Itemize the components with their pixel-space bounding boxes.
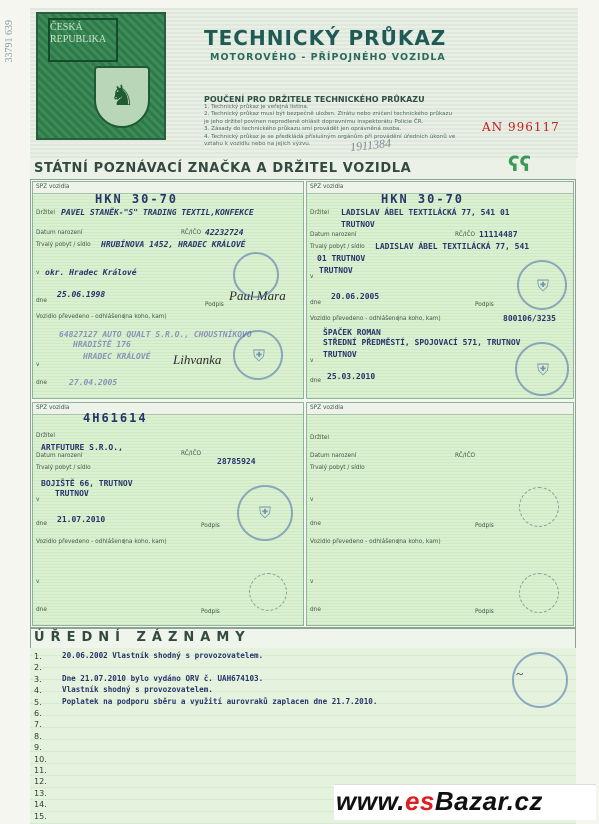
- location-value: TRUTNOV: [55, 489, 89, 498]
- record-number: 14.: [34, 800, 47, 810]
- date-value: 20.06.2005: [331, 292, 380, 301]
- spz-value: HKN 30-70: [381, 192, 465, 206]
- signature-2: Lihvanka: [173, 352, 222, 367]
- spz-value: 4H61614: [83, 411, 148, 425]
- stamp-shield-icon: ⛨: [252, 346, 265, 365]
- ico-value: 11114487: [479, 230, 518, 239]
- handwritten-number: 1911384: [349, 135, 392, 155]
- transfer-date: 27.04.2005: [69, 378, 118, 387]
- holder-cell-1: SPZ vozidla HKN 30-70 Držitel PAVEL STANĚK-"S" TRADING TEXTIL,KONFEKCE Datum narození RČ/IČO 42232724 Trvalý pobyt / sídlo HRUBÍNOVA 1452, HRADEC KRÁLOVÉ v okr. Hradec Králové dne 25.06.1998 Podpis Paul Mara Vozidlo převedeno - odhlášeno (na koho, kam) 64827127 AUTO QUALT S.R.O., CHOUSTNÍKOVO HRADIŠTĚ 176 v HRADEC KRÁLOVÉ dne 27.04.2005 Lihvanka ⛨: [32, 181, 304, 399]
- location-value: TRUTNOV: [319, 266, 353, 275]
- record-number: 2.: [34, 663, 42, 673]
- transfer-line-1: 64827127 AUTO QUALT S.R.O., CHOUSTNÍKOVO: [59, 330, 252, 339]
- residence-value: LADISLAV ÁBEL TEXTILÁCKÁ 77, 541: [375, 242, 530, 251]
- state-emblem: [36, 12, 166, 140]
- stamp-shield-icon: ⛨: [536, 360, 549, 379]
- stamp-shield-icon: ⛨: [258, 503, 271, 522]
- transfer-code: 800106/3235: [503, 314, 556, 323]
- section-logo-icon: ʕʕ: [508, 152, 531, 176]
- emblem-text: ČESKÁ REPUBLIKA: [50, 22, 107, 45]
- transfer-date: 25.03.2010: [327, 372, 376, 381]
- record-number: 13.: [34, 788, 47, 798]
- date-value: 25.06.1998: [57, 290, 106, 299]
- record-number: 7.: [34, 720, 42, 730]
- date-value: 21.07.2010: [57, 515, 106, 524]
- serial-number: AN 996117: [482, 120, 560, 134]
- holder-value: PAVEL STANĚK-"S" TRADING TEXTIL,KONFEKCE: [61, 208, 254, 217]
- document-subtitle: MOTOROVÉHO - PŘÍPOJNÉHO VOZIDLA: [210, 52, 446, 63]
- records-signature: ~: [516, 666, 524, 681]
- transfer-location: HRADEC KRÁLOVÉ: [83, 352, 151, 361]
- record-number: 6.: [34, 709, 42, 718]
- spz-value: HKN 30-70: [95, 192, 179, 206]
- transfer-line-2: STŘEDNÍ PŘEDMĚSTÍ, SPOJOVACÍ 571, TRUTNOV: [323, 338, 521, 347]
- record-text: Poplatek na podporu sběru a využití aurovraků zaplacen dne 21.7.2010.: [62, 696, 378, 706]
- holder-section-header: [30, 158, 576, 180]
- ico-value: 28785924: [217, 457, 256, 466]
- record-number: 3.: [34, 674, 42, 684]
- holder-cell-3: SPZ vozidla 4H61614 Držitel ARTFUTURE S.R.O., Datum narození RČ/IČO 28785924 Trvalý pobyt / sídlo BOJIŠTĚ 66, TRUTNOV v TRUTNOV dne 21.07.2010 Podpis ⛨ Vozidlo převedeno - odhlášeno (na koho, kam) v dne Podpis: [32, 402, 304, 626]
- holder-value: ARTFUTURE S.R.O.,: [41, 443, 123, 452]
- notice-text: 1. Technický průkaz je veřejná listina. 2. Technický průkaz musí být bezpečně uložen. Ztrátu nebo zničení technického průkazu je jeho držitel povinen neprodleně ohlásit dopravnímu inspektorátu Policie ČR. 3. Zásady do technického průkazu smí provádět jen oprávněná osoba. 4. Technický průkaz je se předkládá příslušným orgánům při provádění úředních úkonů ve vztahu k vozidlu nebo na jejich výzvu.: [204, 104, 456, 148]
- record-text: Vlastník shodný s provozovatelem.: [62, 685, 213, 695]
- record-number: 5.: [34, 697, 42, 707]
- ico-value: 42232724: [205, 228, 244, 237]
- stamp-placeholder: [249, 573, 287, 611]
- record-number: 15.: [34, 811, 47, 821]
- stamp-shield-icon: ⛨: [536, 276, 549, 295]
- record-number: 11.: [34, 766, 47, 775]
- holder-section-title: STÁTNÍ POZNÁVACÍ ZNAČKA A DRŽITEL VOZIDLA: [34, 161, 412, 176]
- lion-icon: ♞: [109, 79, 135, 112]
- transfer-location: TRUTNOV: [323, 350, 357, 359]
- stamp-placeholder: [519, 487, 559, 527]
- holder-cell-2: SPZ vozidla HKN 30-70 Držitel LADISLAV ÁBEL TEXTILÁCKÁ 77, 541 01 TRUTNOV Datum narození RČ/IČO 11114487 Trvalý pobyt / sídlo LADISLAV ÁBEL TEXTILÁCKÁ 77, 541 01 TRUTNOV v TRUTNOV dne 20.06.2005 Podpis ⛨ Vozidlo převedeno - odhlášeno (na koho, kam) 800106/3235 ŠPAČEK ROMAN STŘEDNÍ PŘEDMĚSTÍ, SPOJOVACÍ 571, TRUTNOV v TRUTNOV dne 25.03.2010 ⛨: [306, 181, 574, 399]
- document-title: TECHNICKÝ PRŮKAZ: [204, 26, 447, 50]
- holder-cell-4: SPZ vozidla Držitel Datum narození RČ/IČO Trvalý pobyt / sídlo v dne Podpis Vozidlo převedeno - odhlášeno (na koho, kam) v dne Podpis: [306, 402, 574, 626]
- side-number: 33791 639: [4, 20, 15, 63]
- residence-value: BOJIŠTĚ 66, TRUTNOV: [41, 479, 133, 488]
- stamp-placeholder: [519, 573, 559, 613]
- location-value: okr. Hradec Králové: [45, 268, 137, 277]
- official-stamp: [233, 252, 279, 298]
- record-number: 9.: [34, 743, 42, 753]
- record-number: 1.: [34, 652, 42, 661]
- residence-value: HRUBÍNOVA 1452, HRADEC KRÁLOVÉ: [101, 240, 246, 249]
- watermark-logo: www.esBazar.cz: [336, 786, 543, 816]
- record-number: 12.: [34, 777, 47, 787]
- record-text: 20.06.2002 Vlastník shodný s provozovatelem.: [62, 651, 264, 660]
- holder-value-2: TRUTNOV: [341, 220, 375, 229]
- holder-value: LADISLAV ÁBEL TEXTILÁCKÁ 77, 541 01: [341, 208, 510, 217]
- notice-title: POUČENÍ PRO DRŽITELE TECHNICKÉHO PRŮKAZU: [204, 95, 425, 104]
- records-title: ÚŘEDNÍ ZÁZNAMY: [34, 630, 251, 645]
- record-number: 8.: [34, 731, 42, 741]
- residence-value-2: 01 TRUTNOV: [317, 254, 366, 263]
- transfer-line-1: ŠPAČEK ROMAN: [323, 328, 381, 337]
- record-number: 10.: [34, 754, 47, 764]
- record-text: Dne 21.07.2010 bylo vydáno ORV č. UAH674103.: [62, 673, 264, 683]
- record-number: 4.: [34, 686, 42, 696]
- signature: Paul Mara: [229, 288, 286, 303]
- transfer-line-2: HRADIŠTĚ 176: [73, 340, 131, 349]
